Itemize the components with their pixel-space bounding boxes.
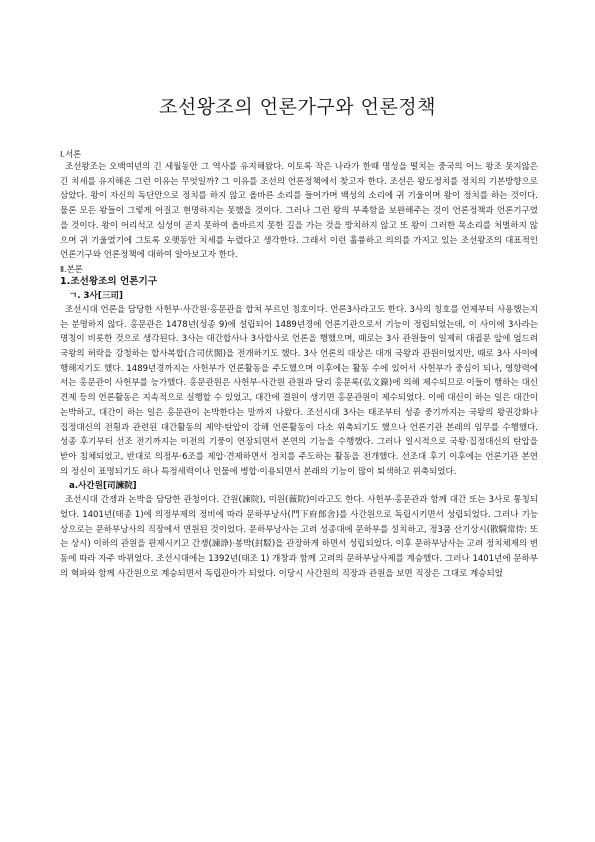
subsection-heading-samsa: ㄱ. 3사[三司] — [69, 290, 123, 301]
document-body — [60, 148, 538, 582]
samsa-paragraph: 조선시대 언론을 담당한 사헌부·사간원·홍문관을 합쳐 부르던 칭호이다. 언론3사라고도 한다. 3사의 칭호를 언제부터 사용했는지는 분명하지 않다. 홍문관은 1478년(성종 9)에 설립되어 1489년경에 언론기관으로서 기능이 정립되었는데, 이 사이에 3사라는 명칭이 비롯한 것으로 생각된다. 3사는 대간합사나 3사합사로 언론을 행했으며, 때로는 3사 관원들이 일제히 대궐문 앞에 엎드려 국왕의 허락을 강청하는 합사복합(合司伏閤)을 전개하기도 했다. 3사 언론의 대상은 대개 국왕과 관원이었지만, 때로 3사 사이에 행해지기도 했다. 1489년경까지는 사헌부가 언론활동을 주도했으며 이후에는 활동 수에 있어서 사헌부가 중심이 되나, 영향력에서는 홍문관이 사헌부를 능가했다. 홍문관원은 사헌부·사간원 관원과 달리 홍문록(弘文錄)에 의해 제수되므로 이들이 행하는 대신견제 등의 언론활동은 지속적으로 실행할 수 있었고, 대간에 결원이 생기면 홍문관원이 제수되었다. 이에 대신이 하는 일은 대간이 논박하고, 대간이 하는 일은 홍문관이 논박한다는 말까지 나왔다. 조선시대 3사는 태조부터 성종 중기까지는 국왕의 왕권강화나 집정대신의 전횡과 관련된 대간활동의 제약·탄압이 강해 언론활동이 다소 위축되기도 했으나 언론기관 본래의 임무를 수행했다. 성종 후기부터 선조 전기까지는 이전의 기풍이 연장되면서 본연의 기능을 수행했다. 그러나 일시적으로 국왕·집정대신의 탄압을 받아 침체되었고, 반대로 의정부·6조를 제압·견제하면서 정치를 주도하는 활동을 전개했다. 선조대 후기 이후에는 언론기관 본연의 정신이 표명되기도 하나 특정세력이나 인물에 병합·이용되면서 본래의 기능이 많이 퇴색하고 위축되었다. — [60, 304, 538, 477]
saganwon-paragraph: 조선시대 간쟁과 논박을 담당한 관청이다. 간원(諫院), 미원(薇院)이라고도 한다. 사헌부·홍문관과 함께 대간 또는 3사로 통칭되었다. 1401년(태종 1)에 의정부제의 정비에 따라 문하부낭사(門下府郎舍)를 사간원으로 독립시키면서 성립되었다. 그러나 기능상으로는 문하부낭사의 직장에서 연원된 것이었다. 문하부낭사는 고려 성종대에 문하부를 설치하고, 정3품 산기상시(散騎常侍: 또는 상시) 이하의 관원을 편제시키고 간쟁(諫諍)·봉박(封駁)을 관장하게 하면서 성립되었다. 이후 문하부낭사는 고려 정치체제의 변동에 따라 자주 바뀌었다. 조선시대에는 1392년(태조 1) 개창과 함께 고려의 문하부낭사제를 계승했다. 그러나 1401년에 문하부의 혁파와 함께 사간원으로 계승되면서 독립관아가 되었다. 이당시 사간원의 직장과 관원을 보면 직장은 그대로 계승되었 — [60, 495, 538, 579]
body-heading: Ⅱ.본론 — [60, 263, 83, 274]
section-heading: 1.조선왕조의 언론기구 — [60, 275, 158, 287]
document-title: 조선왕조의 언론가구와 언론정책 — [158, 96, 437, 118]
intro-paragraph: 조선왕조는 오백여년의 긴 세월동안 그 역사를 유지해왔다. 이토록 작은 나라가 한때 명성을 떨치는 중국의 어느 왕조 못지않은 긴 치세를 유지해온 그런 이유는 무엇일까? 그 이유를 조선의 언론정책에서 찾고자 한다. 조선은 왕도정치를 정치의 기본방향으로 삼았다. 왕이 자신의 독단만으로 정치를 하지 않고 올바른 소리를 들어가며 백성의 소리에 귀 기울이며 왕이 정치를 하는 것이다. 물론 모든 왕들이 그렇게 어질고 현명하지는 못했을 것이다. 그러나 그런 왕의 부족함을 보완해주는 것이 언론정책과 언론기구였을 것이다. 왕이 어리석고 심성이 곧지 못하여 올바르지 못한 길을 가는 것을 방치하지 않고 또 왕이 그러한 목소리를 처벌하지 않으며 귀 기울였기에 그토록 오랫동안 치세를 누렸다고 생각한다. 그래서 이런 훌륭하고 의의를 가지고 있는 조선왕조의 대표적인 언론기구와 언론정책에 대하여 알아보고자 한다. — [60, 162, 538, 261]
intro-heading: Ⅰ.서론 — [60, 149, 82, 159]
subsection-heading-saganwon: a.사간원[司諫院] — [69, 481, 137, 492]
